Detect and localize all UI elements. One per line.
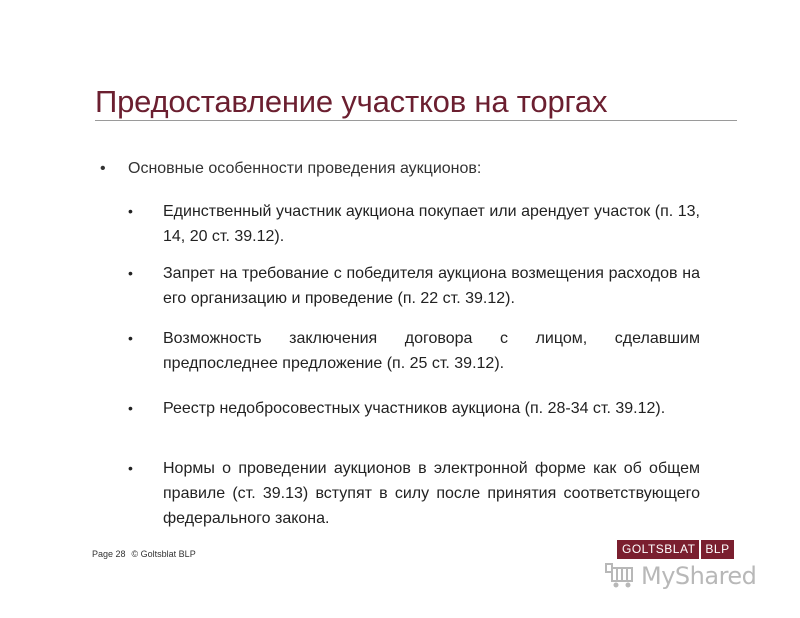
bullet-icon: •: [100, 160, 106, 177]
bullet-icon: •: [128, 330, 133, 346]
list-item: [128, 261, 700, 311]
brand-logo: [617, 540, 734, 559]
list-item-text: Нормы о проведении аукционов в электронной форме как об общем правиле (ст. 39.13) вступят в силу после принятия соответствующего федерального закона.: [163, 460, 700, 527]
list-item-text: Возможность заключения договора с лицом, сделавшим предпоследнее предложение (п. 25 ст. 39.12).: [163, 330, 700, 372]
bullet-icon: •: [128, 265, 133, 281]
watermark: [605, 562, 756, 590]
list-item: [128, 326, 700, 376]
list-item-text: Реестр недобросовестных участников аукциона (п. 28-34 ст. 39.12).: [163, 400, 666, 417]
bullet-icon: •: [128, 460, 133, 476]
slide-title: Предоставление участков на торгах: [95, 84, 608, 119]
main-bullet: [100, 160, 481, 178]
footer: [92, 549, 202, 559]
bullet-icon: •: [128, 203, 133, 219]
copyright: © Goltsblat BLP: [131, 549, 196, 559]
shopping-cart-icon: [605, 563, 635, 589]
watermark-text: MyShared: [641, 562, 757, 590]
list-item: [128, 396, 700, 421]
list-item-text: Единственный участник аукциона покупает или арендует участок (п. 13, 14, 20 ст. 39.12).: [163, 203, 700, 245]
list-item: [128, 456, 700, 531]
list-item: [128, 199, 700, 249]
brand-suffix: BLP: [701, 540, 733, 559]
bullet-icon: •: [128, 400, 133, 416]
title-divider: [95, 120, 737, 121]
list-item-text: Запрет на требование с победителя аукциона возмещения расходов на его организацию и проведение (п. 22 ст. 39.12).: [163, 265, 700, 307]
brand-name: GOLTSBLAT: [617, 540, 699, 559]
page-number: Page 28: [92, 549, 126, 559]
main-bullet-text: Основные особенности проведения аукционов:: [128, 160, 482, 177]
